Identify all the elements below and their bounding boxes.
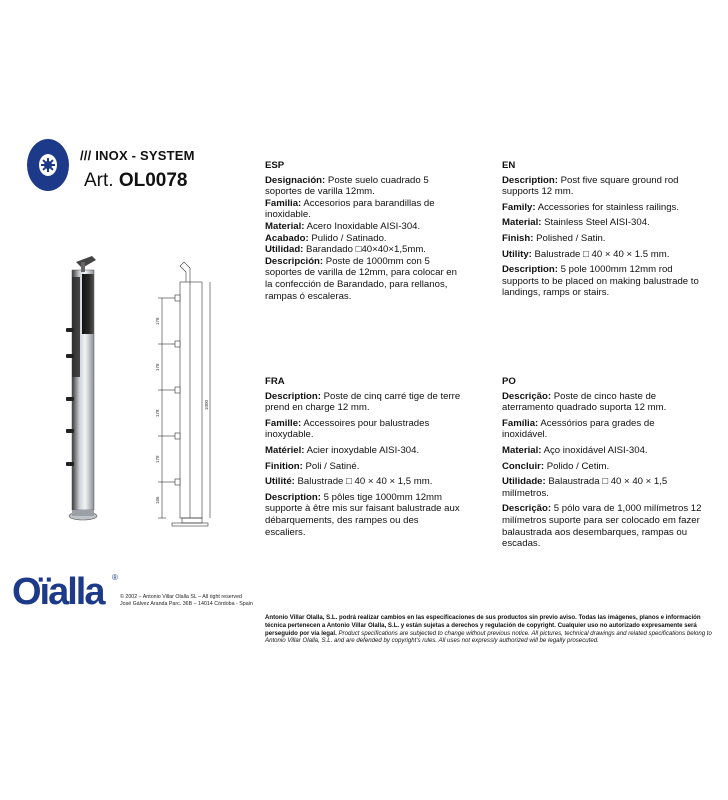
dim-label-total: 1000 [204,399,209,410]
spec-row: Material: Aço inoxidável AISI-304. [502,444,648,456]
spec-row: Finish: Polished / Satin. [502,232,606,244]
spec-heading-esp: ESP [265,160,285,171]
dim-label-1: 178 [155,317,160,325]
spec-row: Family: Accessories for stainless railings. [502,201,680,213]
copyright-line: © 2002 – Antonio Villar Olalla SL – All right reserved [120,594,242,600]
spec-row: Famille: Accessoires pour balustrades inoxydable. [265,417,430,441]
spec-row: Utilidade: Balaustrada □ 40 × 40 × 1,5 milímetros. [502,476,668,499]
dim-label-5: 166 [155,496,160,504]
spec-row: Matériel: Acier inoxydable AISI-304. [265,444,420,456]
spec-row: Description: 5 pole 1000mm 12mm rod supports to be placed on making balustrade to landings, ramps or stairs. [502,264,699,299]
spec-row: Família: Acessórios para grades de inoxidável. [502,417,655,441]
address-line: José Gálvez Aranda Parc. 36B – 14014 Córdoba - Spain [120,601,253,608]
spec-row: Familia: Accesorios para barandillas de inoxidable. [265,197,435,221]
olalla-logo [12,566,122,610]
copyright-block [120,594,270,609]
legal-notice-es: Antonio Villar Olalla, S.L. podrá realizar cambios en las especificaciones de sus productos sin previo aviso. Todas las imágenes, planos e información técnica pertenecen a Antonio Villar Olalla, S.L. y están sujetas a derechos y regulación de copyright. Cualquier uso no autorizado expresamente será perseguido por vía legal. [265,614,701,637]
series-title: /// INOX - SYSTEM [80,148,195,163]
spec-column-en [502,160,702,303]
spec-row: Descrição: 5 pólo vara de 1,000 milímetros 12 milímetros suporte para ser colocado em fazer balaustrada aos desembarques, rampas ou escadas. [502,503,702,550]
spec-row: Concluir: Polido / Cetim. [502,460,610,472]
article-code [84,170,188,192]
product-illustration [62,252,222,530]
spec-row: Material: Stainless Steel AISI-304. [502,217,650,229]
spec-column-esp [265,160,461,302]
spec-row: Descripción: Poste de 1000mm con 5 soportes de varilla de 12mm, para colocar en la confección de Barandado, para rellanos, rampas ó escaleras. [265,255,457,302]
spec-row: Finition: Poli / Satiné. [265,460,360,472]
spec-row: Description: Post five square ground rod supports 12 mm. [502,174,679,198]
spec-column-fra [265,376,461,542]
spec-row: Description: Poste de cinq carré tige de terre prend en charge 12 mm. [265,390,461,414]
spec-row: Designación: Poste suelo cuadrado 5 soportes de varilla 12mm. [265,174,429,198]
spec-row: Material: Acero Inoxidable AISI-304. [265,220,421,232]
dim-label-4: 178 [155,455,160,463]
spec-row: Utilidad: Barandado □40×40×1,5mm. [265,244,426,256]
spec-row: Utilité: Balustrade □ 40 × 40 × 1,5 mm. [265,476,433,488]
spec-heading-po: PO [502,376,516,387]
spec-heading-en: EN [502,160,516,171]
article-number: OL0078 [118,170,188,191]
brand-ring-logo [24,136,72,194]
spec-row: Descrição: Poste de cinco haste de aterramento quadrado suporta 12 mm. [502,390,667,414]
dim-label-3: 178 [155,409,160,417]
article-prefix: Art. [84,170,114,191]
registered-mark: ® [112,573,118,582]
brand-name: Oïalla [12,571,104,610]
dim-label-2: 178 [155,363,160,371]
legal-notice-en: Product specifications are subjected to change without previous notice. All pictures, technical drawings and related specifications belong to Antonio Villar Olalla, S.L. and are defended by copyright's rules. All uses not expressly authorized will be legally prosecuted. [265,629,712,645]
legal-notice [265,614,715,645]
spec-column-po [502,376,702,554]
spec-row: Acabado: Pulido / Satinado. [265,232,387,244]
spec-row: Utility: Balustrade □ 40 × 40 × 1.5 mm. [502,248,670,260]
spec-heading-fra: FRA [265,376,285,387]
spec-row: Description: 5 pôles tige 1000mm 12mm supporte à être mis sur faisant balustrade aux débarquements, des rampes ou des escaliers. [265,491,460,538]
